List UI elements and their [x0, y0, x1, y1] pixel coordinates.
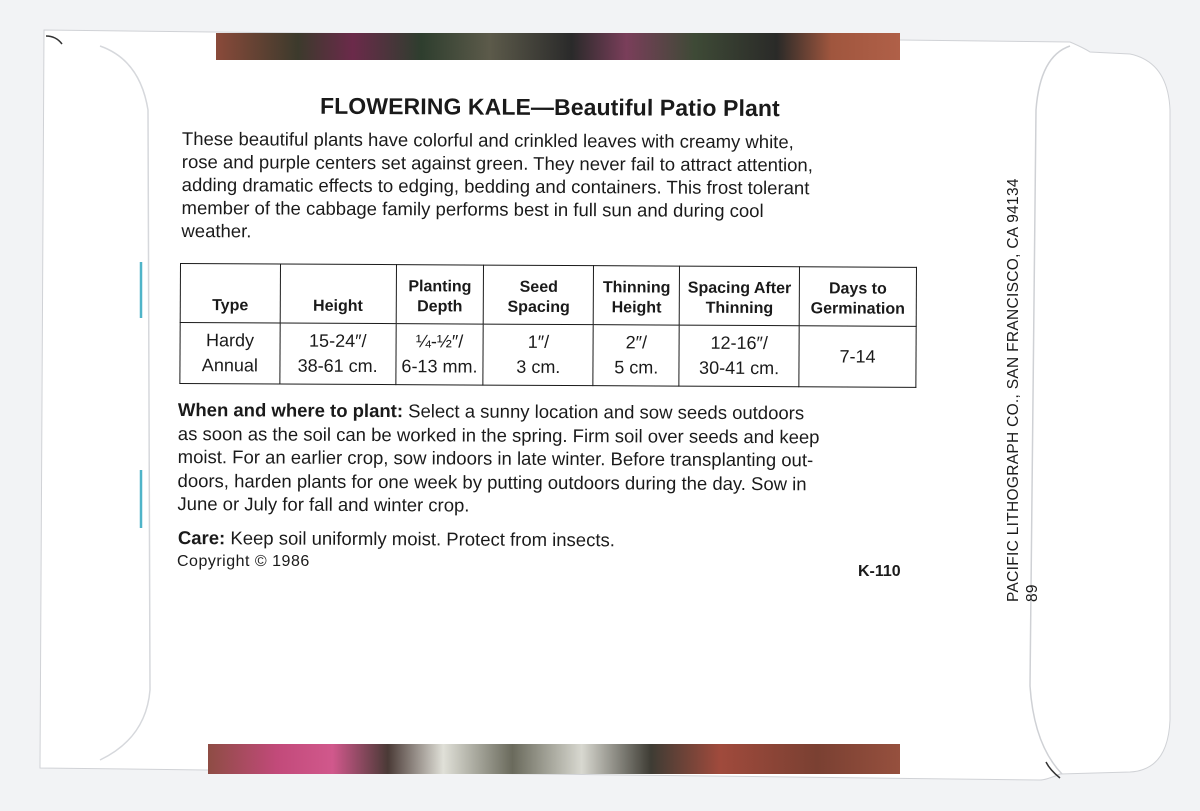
header-planting-depth: Planting Depth: [396, 265, 484, 324]
cell-seed-spacing: 1″/ 3 cm.: [483, 324, 593, 386]
cell-thinning-height: 2″/ 5 cm.: [593, 325, 679, 386]
intro-paragraph: [181, 127, 920, 246]
when-where-paragraph: [177, 398, 918, 519]
cell-days-to-germination: 7-14: [799, 326, 916, 388]
cell-height: 15-24″/ 38-61 cm.: [280, 323, 396, 385]
when-where-line: June or July for fall and winter crop.: [177, 492, 470, 516]
table-header-row: [180, 264, 916, 327]
printer-code-line: 89: [1024, 584, 1041, 602]
when-where-line: as soon as the soil can be worked in the spring. Firm soil over seeds and keep: [177, 422, 820, 447]
printer-imprint: [1004, 178, 1042, 602]
care-paragraph: [178, 526, 918, 553]
when-where-line: moist. For an earlier crop, sow indoors in late winter. Before transplanting out-: [177, 445, 814, 471]
cell-planting-depth: ¼-½″/ 6-13 mm.: [395, 324, 483, 385]
intro-line: member of the cabbage family performs best in full sun and during cool: [181, 196, 764, 222]
header-type: Type: [180, 264, 280, 324]
planting-specs-table: [179, 263, 917, 388]
cell-spacing-after-thinning: 12-16″/ 30-41 cm.: [679, 325, 799, 387]
kale-photo-top-strip: [216, 33, 900, 60]
intro-line: weather.: [181, 219, 252, 242]
when-where-line: doors, harden plants for one week by putting outdoors during the day. Sow in: [177, 469, 807, 494]
table-row: [180, 323, 916, 388]
intro-line: These beautiful plants have colorful and crinkled leaves with creamy white,: [181, 127, 794, 153]
printer-name-line: PACIFIC LITHOGRAPH CO., SAN FRANCISCO, CA 94134: [1005, 178, 1022, 602]
care-label: Care:: [177, 527, 226, 549]
intro-line: rose and purple centers set against green. They never fail to attract attention,: [181, 150, 813, 176]
when-where-label: When and where to plant:: [177, 399, 404, 422]
product-code: K-110: [858, 563, 901, 580]
copyright-notice: Copyright © 1986: [177, 553, 310, 570]
intro-line: adding dramatic effects to edging, bedding and containers. This frost tolerant: [181, 173, 810, 199]
header-height: Height: [280, 264, 396, 324]
header-thinning-height: Thinning Height: [593, 266, 679, 325]
cell-type: Hardy Annual: [180, 323, 280, 385]
packet-title: FLOWERING KALE—Beautiful Patio Plant: [319, 92, 780, 122]
care-text: Keep soil uniformly moist. Protect from insects.: [225, 527, 615, 551]
header-days-to-germination: Days to Germination: [799, 267, 916, 327]
header-spacing-after-thinning: Spacing After Thinning: [679, 266, 799, 326]
when-where-line: When and where to plant: Select a sunny location and sow seeds outdoors: [177, 399, 805, 424]
kale-photo-bottom-strip: [208, 744, 900, 774]
header-seed-spacing: Seed Spacing: [484, 265, 594, 325]
